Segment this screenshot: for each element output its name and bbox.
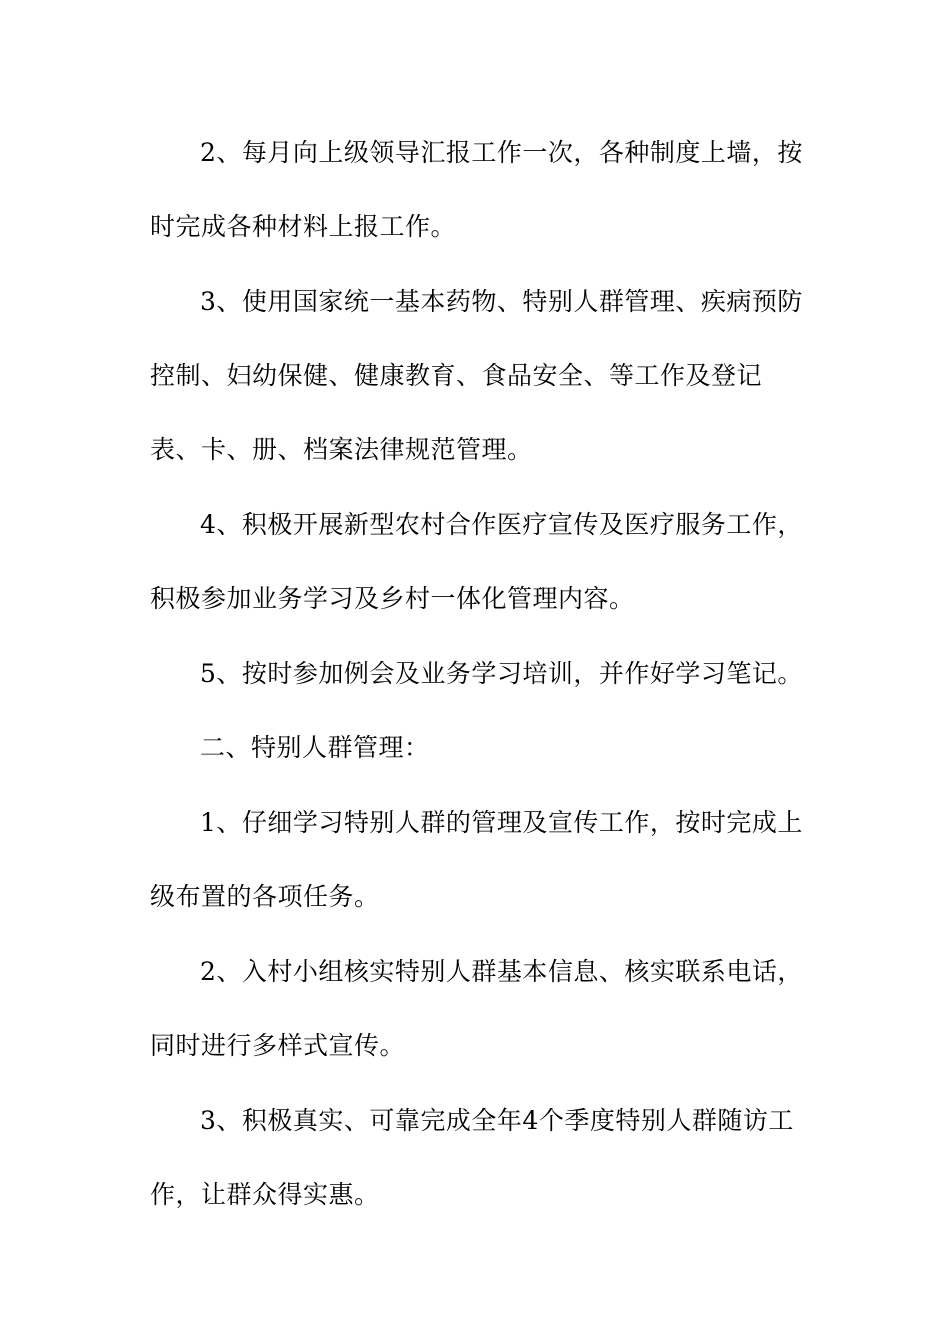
section-heading: 二、特别人群管理： [200, 733, 430, 762]
paragraph-line: 1、仔细学习特别人群的管理及宣传工作，按时完成上 [200, 808, 803, 837]
paragraph-line: 控制、妇幼保健、健康教育、食品安全、等工作及登记 [150, 361, 763, 390]
paragraph-line: 表、卡、册、档案法律规范管理。 [150, 435, 533, 464]
paragraph-line: 时完成各种材料上报工作。 [150, 212, 457, 241]
paragraph-line: 2、入村小组核实特别人群基本信息、核实联系电话， [200, 957, 803, 986]
paragraph-line: 积极参加业务学习及乡村一体化管理内容。 [150, 584, 635, 613]
paragraph-line: 4、积极开展新型农村合作医疗宣传及医疗服务工作， [200, 510, 803, 539]
paragraph-line: 3、积极真实、可靠完成全年4个季度特别人群随访工 [200, 1106, 794, 1135]
paragraph-line: 级布置的各项任务。 [150, 882, 380, 911]
paragraph-line: 3、使用国家统一基本药物、特别人群管理、疾病预防 [200, 287, 803, 316]
paragraph-line: 5、按时参加例会及业务学习培训，并作好学习笔记。 [200, 659, 803, 688]
paragraph-line: 作，让群众得实惠。 [150, 1180, 380, 1209]
paragraph-line: 2、每月向上级领导汇报工作一次，各种制度上墙，按 [200, 138, 803, 167]
paragraph-line: 同时进行多样式宣传。 [150, 1031, 406, 1060]
